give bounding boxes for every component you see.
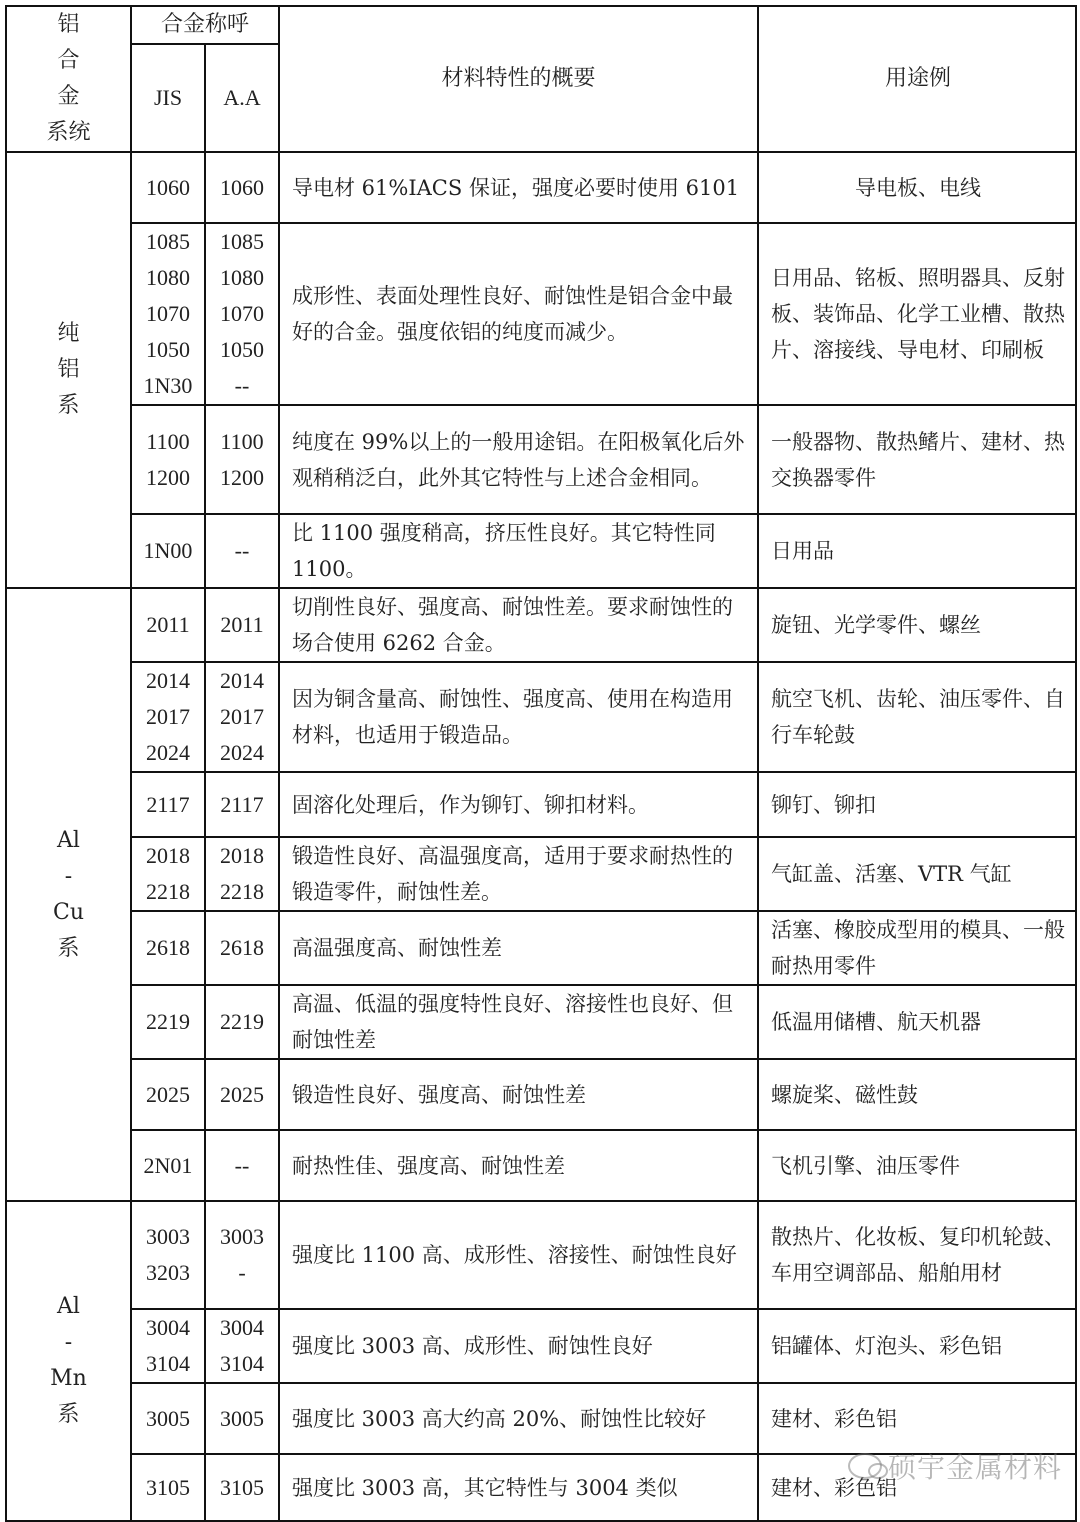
jis-code: 3105 [146, 1474, 190, 1500]
aa-cell [205, 223, 279, 405]
table-row [6, 152, 1076, 223]
aa-code: 2618 [220, 935, 264, 960]
table-row [6, 662, 1076, 772]
jis-code: 2024 [146, 740, 190, 765]
aa-cell [205, 1130, 279, 1201]
jis-cell [131, 1383, 205, 1454]
jis-cell [131, 837, 205, 911]
alloy-system-char: Mn [50, 1366, 87, 1391]
aa-code: 1085 [220, 229, 264, 254]
jis-code: 1050 [146, 337, 190, 362]
jis-code: 1200 [146, 464, 190, 490]
jis-cell [131, 588, 205, 662]
aa-cell [205, 837, 279, 911]
jis-code: 2017 [146, 704, 190, 729]
jis-cell [131, 514, 205, 588]
aa-cell [205, 1309, 279, 1383]
jis-code: 1085 [146, 229, 190, 254]
alloy-system-char: Cu [52, 899, 84, 925]
properties-cell: 强度比 1100 高、成形性、溶接性、耐蚀性良好 [279, 1201, 758, 1309]
uses-cell: 导电板、电线 [758, 152, 1076, 223]
aa-code: 2219 [220, 1009, 264, 1034]
aa-cell [205, 911, 279, 985]
aa-cell [205, 1454, 279, 1521]
wechat-icon [848, 1453, 882, 1479]
aa-code: - [238, 1260, 246, 1285]
table-row [6, 588, 1076, 662]
jis-code: 2218 [146, 879, 190, 904]
jis-cell [131, 1130, 205, 1201]
table-row [6, 405, 1076, 514]
alloy-system-char: 系 [57, 1402, 80, 1427]
properties-cell: 强度比 3003 高大约高 20%、耐蚀性比较好 [279, 1383, 758, 1454]
aa-cell [205, 514, 279, 588]
aa-cell [205, 1059, 279, 1130]
jis-cell [131, 152, 205, 223]
properties-cell: 锻造性良好、强度高、耐蚀性差 [279, 1059, 758, 1130]
jis-code: 1N30 [143, 373, 193, 398]
jis-cell [131, 405, 205, 514]
jis-code: 2014 [146, 668, 190, 693]
jis-cell [131, 911, 205, 985]
header-system-char: 金 [57, 84, 80, 109]
table-row [6, 911, 1076, 985]
uses-cell: 活塞、橡胶成型用的模具、一般耐热用零件 [758, 911, 1076, 985]
aa-cell [205, 152, 279, 223]
jis-cell [131, 772, 205, 837]
table-row [6, 1201, 1076, 1309]
aa-code: 3005 [220, 1405, 264, 1431]
alloy-system-char: Al [57, 827, 80, 853]
aa-code: 3105 [220, 1474, 264, 1500]
aa-code: 2218 [220, 879, 264, 904]
jis-code: 3104 [146, 1351, 190, 1376]
header-system-char: 合 [57, 48, 80, 73]
aa-cell [205, 1201, 279, 1309]
table-row [6, 985, 1076, 1059]
jis-code: 3203 [146, 1260, 190, 1285]
uses-cell: 铝罐体、灯泡头、彩色铝 [758, 1309, 1076, 1383]
jis-cell [131, 1309, 205, 1383]
properties-cell: 耐热性佳、强度高、耐蚀性差 [279, 1130, 758, 1201]
header-uses: 用途例 [758, 6, 1076, 152]
watermark [848, 1446, 1062, 1486]
properties-cell: 固溶化处理后，作为铆钉、铆扣材料。 [279, 772, 758, 837]
aa-code: 1070 [220, 301, 264, 326]
table-row [6, 837, 1076, 911]
uses-cell: 日用品 [758, 514, 1076, 588]
aa-code: 2025 [220, 1081, 264, 1107]
alloy-system-cell [6, 152, 131, 588]
uses-cell: 日用品、铭板、照明器具、反射板、装饰品、化学工业槽、散热片、溶接线、导电材、印刷板 [758, 223, 1076, 405]
jis-cell [131, 1059, 205, 1130]
jis-code: 1100 [146, 428, 190, 454]
alloy-system-char: Al [57, 1294, 80, 1319]
aa-code: -- [234, 373, 250, 398]
uses-cell: 飞机引擎、油压零件 [758, 1130, 1076, 1201]
aa-code: 2017 [220, 704, 264, 729]
table-row [6, 223, 1076, 405]
header-system-char: 系统 [46, 120, 91, 145]
jis-cell [131, 985, 205, 1059]
jis-code: 2117 [146, 791, 190, 817]
properties-cell: 成形性、表面处理性良好、耐蚀性是铝合金中最好的合金。强度依铝的纯度而减少。 [279, 223, 758, 405]
header-jis: JIS [131, 44, 205, 152]
aa-cell [205, 772, 279, 837]
uses-cell: 建材、彩色铝 [758, 1383, 1076, 1454]
jis-cell [131, 1454, 205, 1521]
jis-code: 2618 [146, 935, 190, 960]
jis-code: 2011 [146, 612, 190, 637]
aa-code: 3104 [220, 1351, 264, 1376]
uses-cell: 铆钉、铆扣 [758, 772, 1076, 837]
table-row [6, 1309, 1076, 1383]
table-row [6, 1383, 1076, 1454]
uses-cell: 散热片、化妆板、复印机轮鼓、车用空调部品、船舶用材 [758, 1201, 1076, 1309]
aa-code: 2117 [220, 791, 264, 817]
jis-code: 2219 [146, 1009, 190, 1034]
uses-cell: 建材、彩色铝 [758, 1454, 1076, 1521]
jis-cell [131, 223, 205, 405]
aa-code: 1080 [220, 265, 264, 290]
header-aa: A.A [205, 44, 279, 152]
aa-code: 2018 [220, 843, 264, 868]
aa-cell [205, 1383, 279, 1454]
uses-cell: 航空飞机、齿轮、油压零件、自行车轮鼓 [758, 662, 1076, 772]
properties-cell: 强度比 3003 高、成形性、耐蚀性良好 [279, 1309, 758, 1383]
header-properties: 材料特性的概要 [279, 6, 758, 152]
aa-code: -- [234, 538, 250, 563]
table-row [6, 772, 1076, 837]
aa-code: 2014 [220, 668, 264, 693]
jis-code: 2025 [146, 1081, 190, 1107]
alloy-system-cell [6, 588, 131, 1201]
jis-cell [131, 1201, 205, 1309]
header-alloy-system [6, 6, 131, 152]
alloy-system-char: 铝 [57, 357, 80, 382]
properties-cell: 比 1100 强度稍高，挤压性良好。其它特性同 1100。 [279, 514, 758, 588]
alloy-system-cell [6, 1201, 131, 1521]
alloy-system-char: 纯 [57, 321, 80, 346]
uses-cell: 一般器物、散热鳍片、建材、热交换器零件 [758, 405, 1076, 514]
uses-cell: 旋钮、光学零件、螺丝 [758, 588, 1076, 662]
aa-code: 2011 [220, 612, 264, 637]
properties-cell: 因为铜含量高、耐蚀性、强度高、使用在构造用材料，也适用于锻造品。 [279, 662, 758, 772]
jis-cell [131, 662, 205, 772]
aluminum-alloy-table [5, 5, 1077, 1522]
header-alloy-name: 合金称呼 [131, 6, 279, 44]
alloy-system-char: 系 [57, 935, 80, 961]
jis-code: 1080 [146, 265, 190, 290]
properties-cell: 高温、低温的强度特性良好、溶接性也良好、但耐蚀性差 [279, 985, 758, 1059]
jis-code: 3005 [146, 1405, 190, 1431]
jis-code: 2018 [146, 843, 190, 868]
watermark-text: 硕宇金属材料 [888, 1451, 1063, 1484]
aa-code: 1050 [220, 337, 264, 362]
properties-cell: 切削性良好、强度高、耐蚀性差。要求耐蚀性的场合使用 6262 合金。 [279, 588, 758, 662]
aa-cell [205, 985, 279, 1059]
table-row [6, 514, 1076, 588]
jis-code: 3003 [146, 1224, 190, 1249]
aa-code: 2024 [220, 740, 264, 765]
aa-code: -- [234, 1152, 250, 1178]
jis-code: 1070 [146, 301, 190, 326]
properties-cell: 纯度在 99%以上的一般用途铝。在阳极氧化后外观稍稍泛白，此外其它特性与上述合金相同。 [279, 405, 758, 514]
aa-code: 1200 [220, 464, 264, 490]
aa-cell [205, 405, 279, 514]
aa-cell [205, 588, 279, 662]
aa-code: 3003 [220, 1224, 264, 1249]
properties-cell: 锻造性良好、高温强度高，适用于要求耐热性的锻造零件，耐蚀性差。 [279, 837, 758, 911]
properties-cell: 强度比 3003 高，其它特性与 3004 类似 [279, 1454, 758, 1521]
aa-code: 3004 [220, 1315, 264, 1340]
alloy-system-char: - [64, 863, 73, 889]
alloy-system-char: - [64, 1330, 73, 1355]
jis-code: 3004 [146, 1315, 190, 1340]
table-row [6, 1059, 1076, 1130]
properties-cell: 导电材 61%IACS 保证，强度必要时使用 6101 [279, 152, 758, 223]
alloy-system-char: 系 [57, 393, 80, 418]
uses-cell: 低温用储槽、航天机器 [758, 985, 1076, 1059]
aa-code: 1100 [220, 428, 264, 454]
aa-cell [205, 662, 279, 772]
jis-code: 1N00 [143, 538, 193, 563]
table-row [6, 1130, 1076, 1201]
properties-cell: 高温强度高、耐蚀性差 [279, 911, 758, 985]
header-system-char: 铝 [57, 12, 80, 37]
aa-code: 1060 [220, 174, 264, 200]
uses-cell: 气缸盖、活塞、VTR 气缸 [758, 837, 1076, 911]
jis-code: 2N01 [143, 1152, 193, 1178]
jis-code: 1060 [146, 174, 190, 200]
uses-cell: 螺旋桨、磁性鼓 [758, 1059, 1076, 1130]
